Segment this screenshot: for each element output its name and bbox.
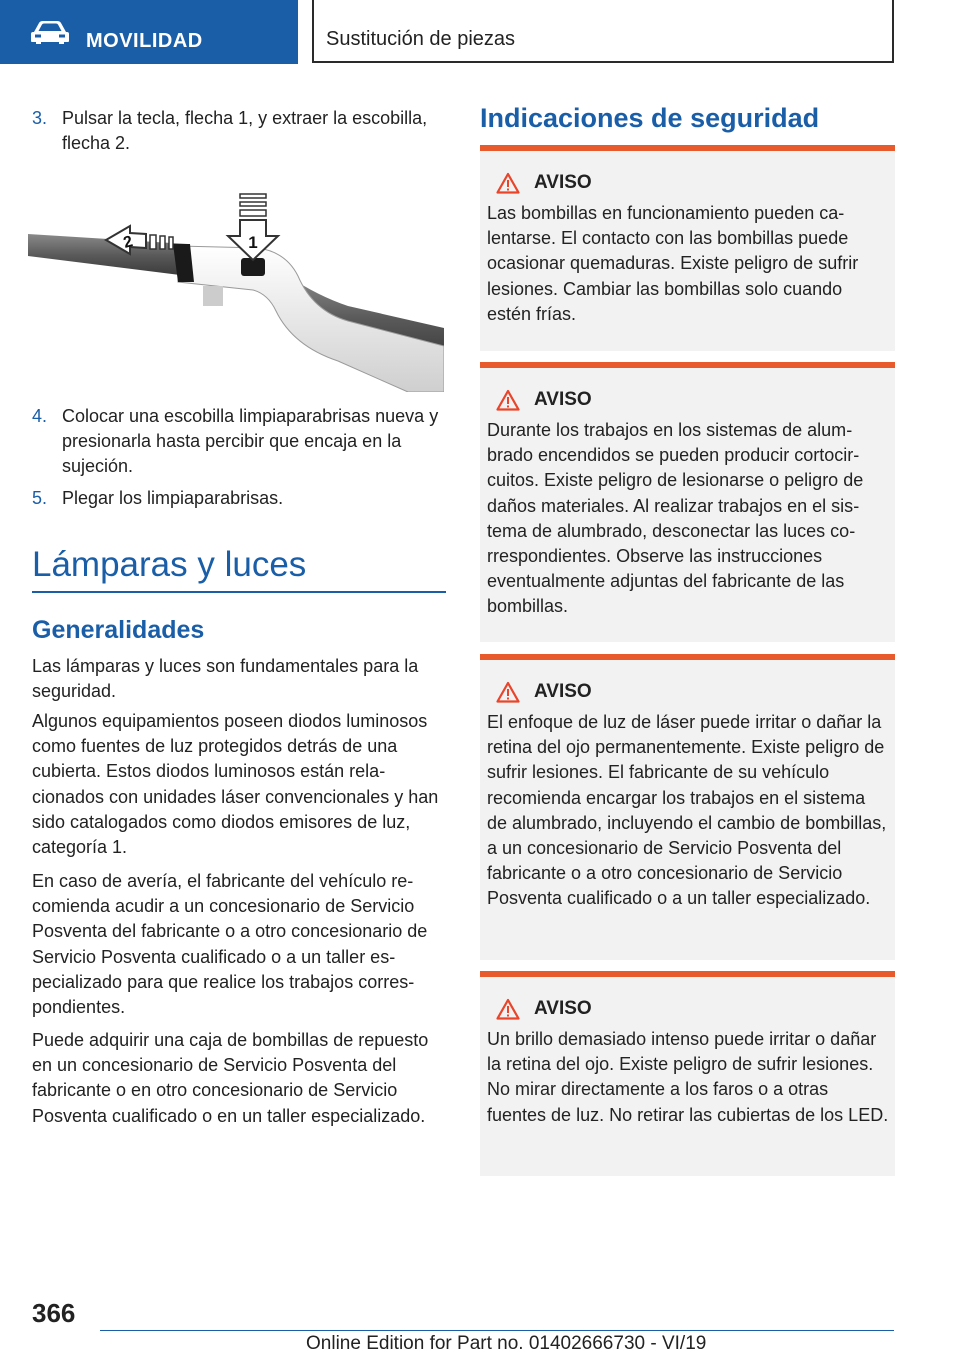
warning-triangle-icon	[496, 998, 520, 1020]
warning-title: AVISO	[534, 389, 592, 410]
subsection-title: Generalidades	[32, 616, 205, 644]
warning-title: AVISO	[534, 998, 592, 1019]
step-text: Pulsar la tecla, flecha 1, y extraer la escobilla, flecha 2.	[62, 108, 428, 153]
body-paragraph: Puede adquirir una caja de bombillas de repuesto en un concesionario de Servicio Posventa del fabricante o en otro concesionario de Servicio Posventa cualificado o en un taller especializado.	[32, 1030, 429, 1126]
step-number: 4.	[32, 406, 48, 426]
footer-rule	[100, 1330, 894, 1331]
body-paragraph: En caso de avería, el fabricante del vehículo recomienda acudir a un concesionario de Servicio Posventa del fabricante o a otro concesionario de Servicio Posventa cualificado o a un taller especializado para que realice los trabajos correspondientes.	[32, 871, 428, 1018]
step-item	[32, 106, 446, 156]
car-icon	[30, 20, 70, 44]
step-text: Plegar los limpiaparabrisas.	[62, 488, 284, 508]
warning-text: Durante los trabajos en los sistemas de alumbrado encendidos se pueden producir cortocircuitos. Existe peligro de lesionarse o peligro de daños materiales. Al realizar trabajos en el sistema de alumbrado, desconectar las luces correspondientes. Observe las instrucciones eventualmente adjuntas del fabricante de las bombillas.	[487, 420, 864, 617]
warning-triangle-icon	[496, 389, 520, 411]
footer-edition: Online Edition for Part no. 01402666730 - VI/19	[306, 1333, 707, 1354]
body-paragraph: Las lámparas y luces son fundamentales para la seguridad.	[32, 656, 419, 702]
section-rule	[32, 591, 446, 593]
warning-text: El enfoque de luz de láser puede irritar o dañar la retina del ojo permanentemente. Existe peligro de sufrir lesiones. El fabricante de su vehículo recomienda encargar los trabajos en el sistema de alumbrado, incluyendo el cambio de bombillas, a un concesionario de Servicio Posventa del fabricante o a otro concesionario de Servicio Posventa cualificado o a un taller especializado.	[487, 712, 887, 909]
warning-box	[480, 362, 895, 642]
page-number: 366	[32, 1298, 76, 1328]
header-chapter-title: Sustitución de piezas	[326, 28, 516, 50]
figure-label-1: 1	[248, 233, 258, 252]
header-chapter-box	[312, 0, 894, 63]
figure-label-2: 2	[121, 233, 135, 252]
wiper-blade-illustration	[28, 186, 444, 392]
warning-text: Un brillo demasiado intenso puede irritar o dañar la retina del ojo. Existe peligro de sufrir lesiones. No mirar directamente a los faros o a otras fuentes de luz. No retirar las cubiertas de los LED.	[487, 1029, 889, 1125]
warning-title: AVISO	[534, 172, 592, 193]
step-number: 5.	[32, 488, 48, 508]
warning-title: AVISO	[534, 681, 592, 702]
section-title: Lámparas y luces	[32, 545, 307, 584]
warning-box	[480, 971, 895, 1176]
warning-triangle-icon	[496, 681, 520, 703]
header-section-tab	[0, 0, 298, 64]
safety-title: Indicaciones de seguridad	[480, 103, 820, 133]
warning-box	[480, 654, 895, 960]
warning-triangle-icon	[496, 172, 520, 194]
step-number: 3.	[32, 108, 48, 128]
step-item	[32, 404, 446, 479]
step-text: Colocar una escobilla limpiaparabrisas nueva y presionarla hasta percibir que encaja en la sujeción.	[62, 406, 439, 476]
step-item	[32, 486, 446, 511]
warning-text: Las bombillas en funcionamiento pueden calentarse. El contacto con las bombillas puede ocasionar quemaduras. Existe peligro de sufrir lesiones. Cambiar las bombillas solo cuando estén frías.	[487, 203, 859, 324]
warning-box	[480, 145, 895, 351]
header-section-label: MOVILIDAD	[86, 30, 203, 52]
body-paragraph: Algunos equipamientos poseen diodos luminosos como fuentes de luz protegidos detrás de una cubierta. Estos diodos luminosos están relacionados con unidades láser convencionales y han sido catalogados como diodos emisores de luz, categoría 1.	[32, 711, 439, 858]
